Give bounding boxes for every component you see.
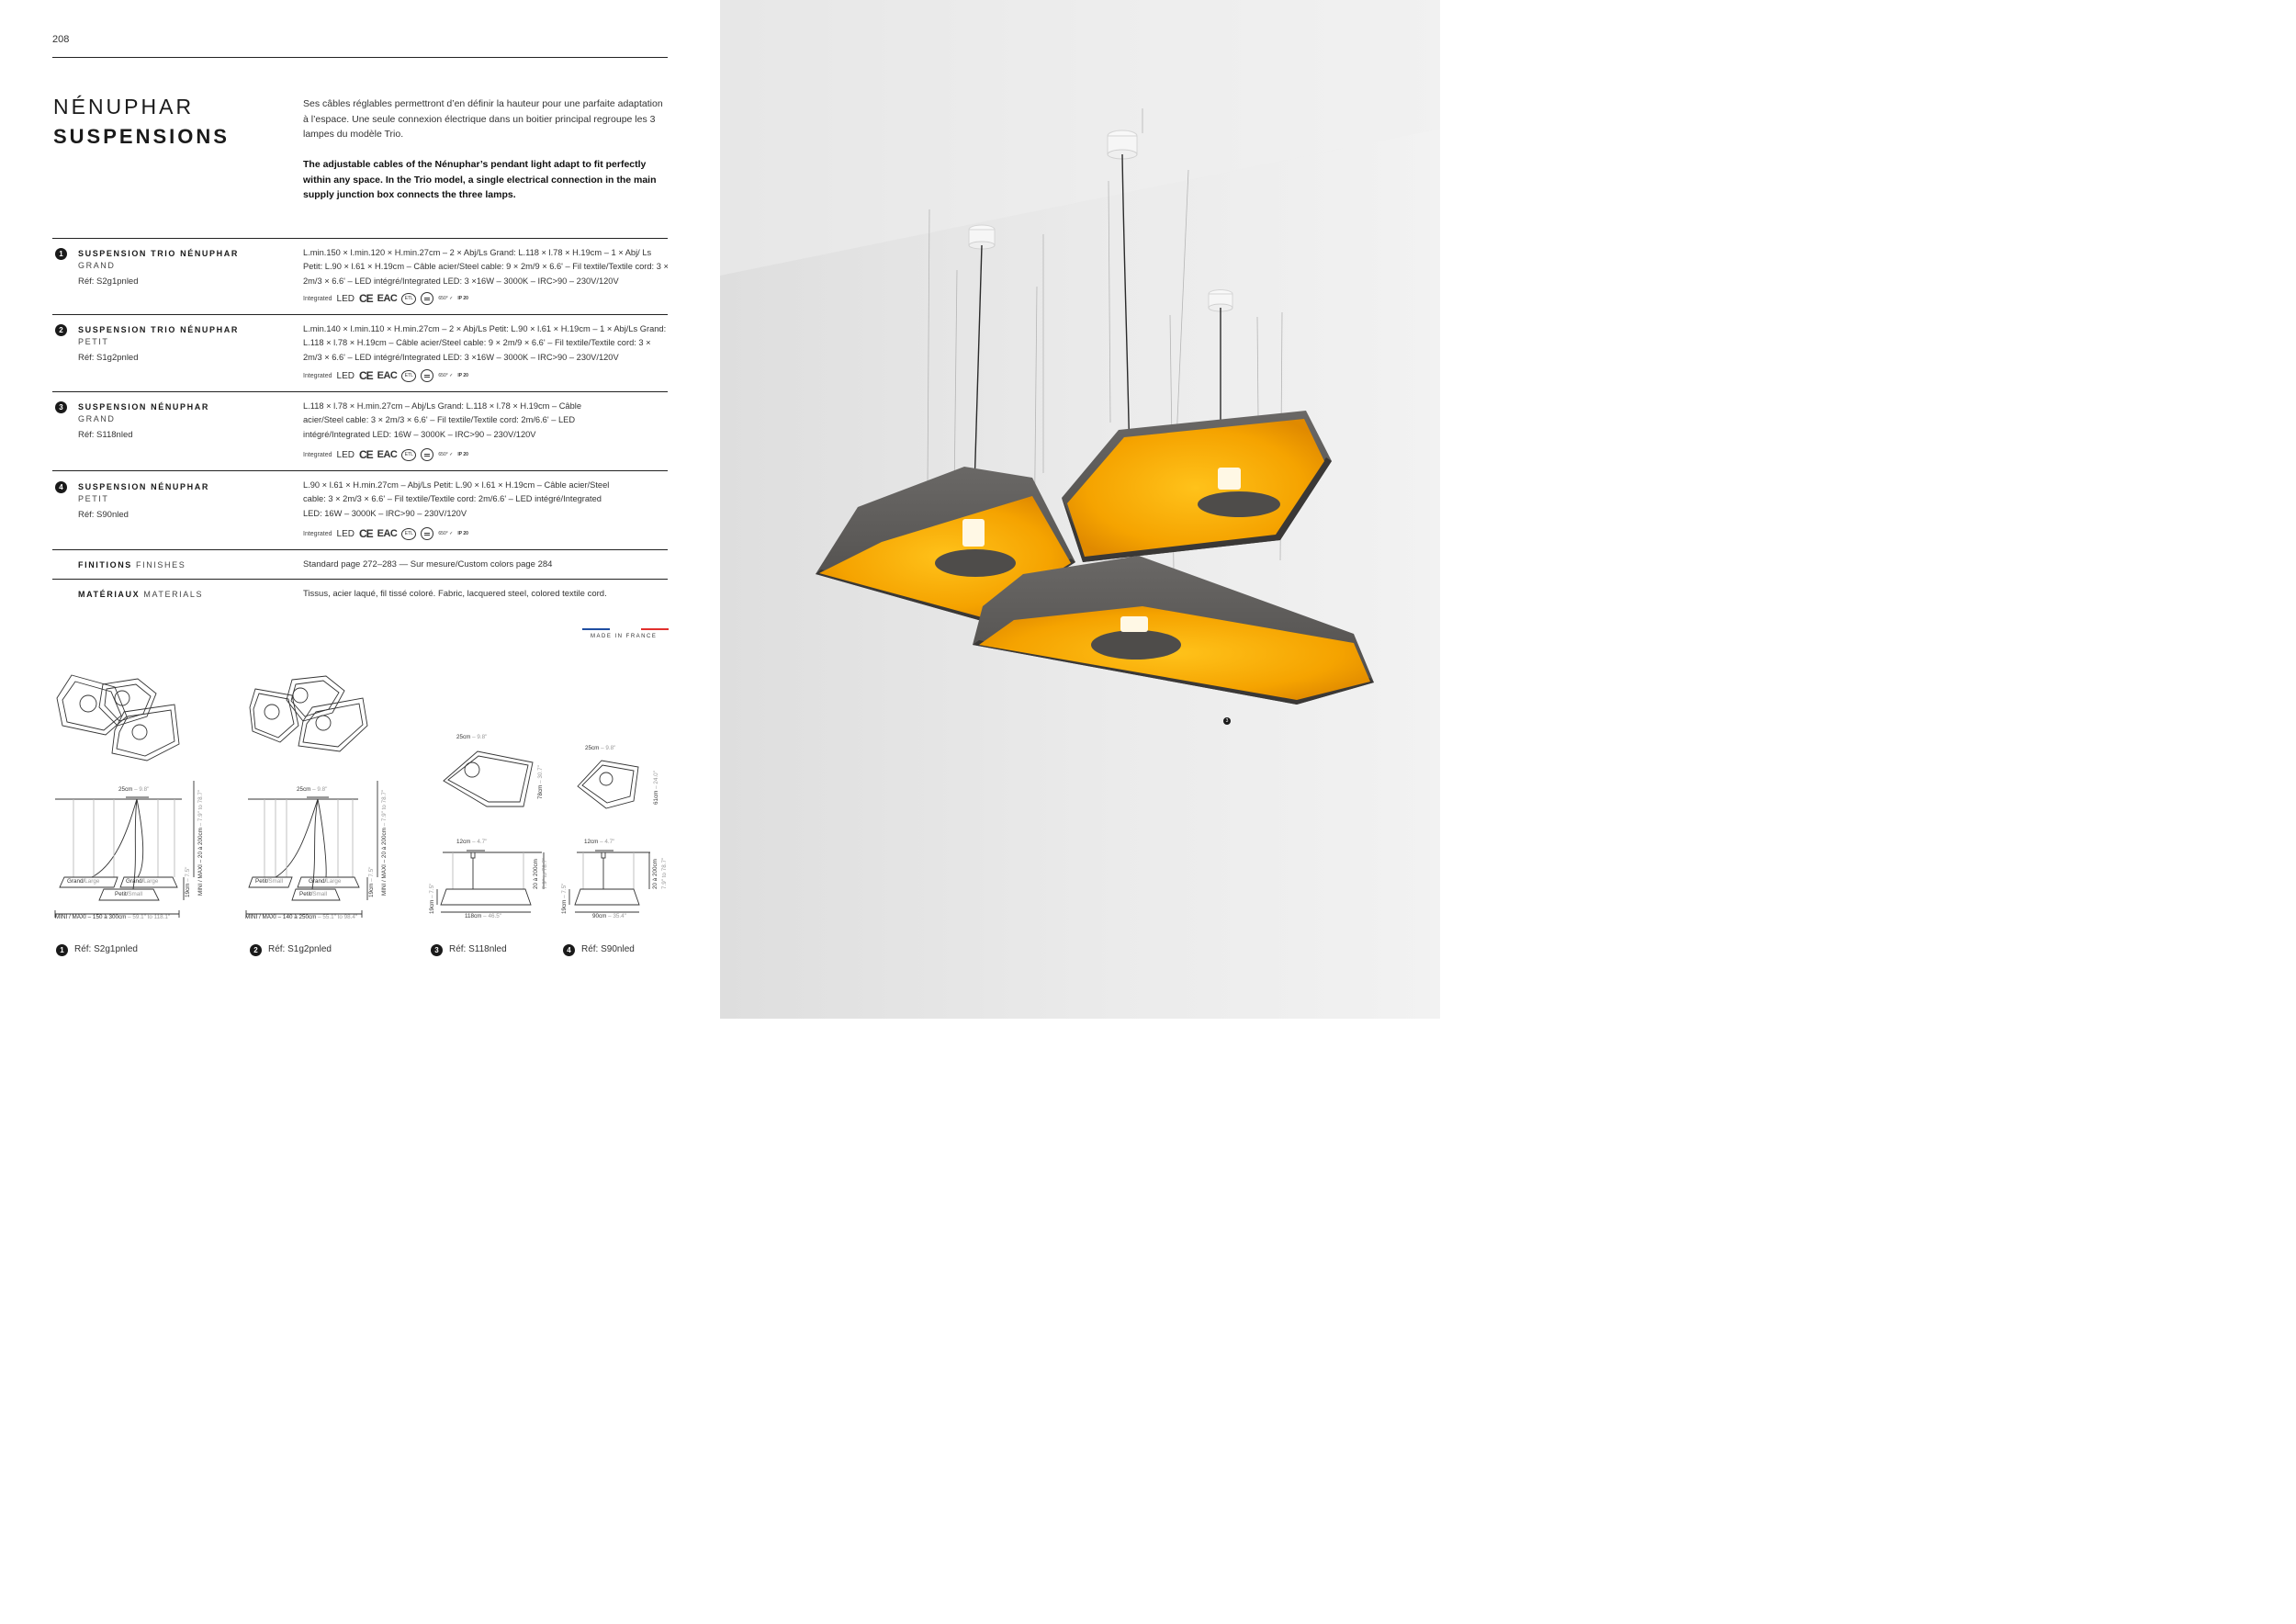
product-spec: L.118 × l.78 × H.min.27cm – Abj/Ls Grand: L.118 × l.78 × H.19cm – Câble acier/Steel cable: 3 × 2m/3 × 6.6' – Fil textile/Textile cord: 2m/6.6' – LED intégré/Integrated LED: 16W – 3000K – IRC>90 – 230V/120V xyxy=(303,401,582,439)
product-ref: Réf: S1g2pnled xyxy=(78,353,139,363)
product-ref: Réf: S90nled xyxy=(78,510,129,520)
certification-row xyxy=(303,526,468,541)
ip-rating-icon: IP 20 xyxy=(457,296,468,301)
dim-height: 20 à 200cm xyxy=(652,859,658,889)
dim-top-width: 25cm – 9.8" xyxy=(118,786,150,793)
ref-label: Réf: S2g1pnled xyxy=(74,944,138,954)
dim-height: 20 à 200cm xyxy=(533,859,539,889)
product-size: PETIT xyxy=(78,337,109,346)
finitions-text: Standard page 272–283 — Sur mesure/Custom colors page 284 xyxy=(303,559,553,570)
title-product: NÉNUPHAR xyxy=(53,95,195,118)
product-size: GRAND xyxy=(78,261,116,270)
product-name: SUSPENSION NÉNUPHAR xyxy=(78,482,209,491)
product-size: PETIT xyxy=(78,494,109,503)
finitions-label-fr: FINITIONS xyxy=(78,560,132,570)
divider xyxy=(52,470,668,471)
ref-label: Réf: S118nled xyxy=(449,944,507,954)
certification-row xyxy=(303,291,468,306)
etl-mark-icon: ETL xyxy=(401,449,416,461)
dim-top-width: 25cm – 9.8" xyxy=(297,786,328,793)
intro-english: The adjustable cables of the Nénuphar’s pendant light adapt to fit perfectly within any space. In the Trio model, a single electrical connection in the main supply junction box connects the three lamps. xyxy=(303,159,657,200)
divider xyxy=(52,391,668,392)
eac-mark-icon: EAC xyxy=(377,293,398,304)
dim-total-width: MINI / MAXI – 150 à 300cm – 59.1" to 118.1" xyxy=(55,914,171,920)
ref-number-badge: 2 xyxy=(250,944,262,956)
product-number-badge: 3 xyxy=(55,401,67,413)
ground-icon xyxy=(421,292,433,305)
dim-shade-height: 19cm – 7.5" xyxy=(185,866,191,897)
product-name: SUSPENSION TRIO NÉNUPHAR xyxy=(78,249,239,258)
dim-canopy: 12cm – 4.7" xyxy=(456,839,488,845)
dim-height: MINI / MAXI – 20 à 200cm – 7.9" to 78.7" xyxy=(381,789,388,896)
temperature-icon: 650° ✓ xyxy=(438,373,454,378)
ip-rating-icon: IP 20 xyxy=(457,531,468,536)
certification-row xyxy=(303,447,468,462)
materiaux-text: Tissus, acier laqué, fil tissé coloré. Fabric, lacquered steel, colored textile cord. xyxy=(303,589,607,599)
integrated-label: Integrated xyxy=(303,451,332,458)
petit-top-view xyxy=(578,761,638,808)
led-label: LED xyxy=(336,528,355,539)
ref-label: Réf: S1g2pnled xyxy=(268,944,332,954)
ce-mark-icon: CE xyxy=(358,527,373,540)
trio-petit-top-view xyxy=(250,676,367,751)
led-label: LED xyxy=(336,370,355,381)
product-number-badge: 2 xyxy=(55,324,67,336)
label-petit: Petit/Small xyxy=(115,891,143,897)
grand-side-view xyxy=(437,851,544,912)
temperature-icon: 650° ✓ xyxy=(438,296,454,301)
divider xyxy=(52,579,668,580)
left-page xyxy=(0,0,720,1019)
materiaux-label-en: MATERIALS xyxy=(143,590,204,599)
flag-red-stripe xyxy=(641,628,669,630)
divider xyxy=(52,238,668,239)
dim-total-width: MINI / MAXI – 140 à 250cm – 55.1" to 98.4" xyxy=(245,914,358,920)
product-spec: L.min.150 × l.min.120 × H.min.27cm – 2 × Abj/Ls Grand: L.118 × l.78 × H.19cm – 1 × Abj/ Ls Petit: L.90 × l.61 × H.19cm – Câble acier/Steel cable: 9 × 2m/9 × 6.6' – Fil textile/Textile cord: 3 × 2m/3 × 6.6' – LED intégré/Integrated LED: 3 ×16W – 3000K – IRC>90 – 230V/120V xyxy=(303,248,669,286)
finitions-label-en: FINISHES xyxy=(136,560,186,570)
led-label: LED xyxy=(336,293,355,304)
page-number: 208 xyxy=(52,34,70,45)
ground-icon xyxy=(421,527,433,540)
ground-icon xyxy=(421,369,433,382)
dim-top-width: 25cm – 9.8" xyxy=(456,734,488,740)
integrated-label: Integrated xyxy=(303,372,332,379)
intro-french: Ses câbles réglables permettront d’en définir la hauteur pour une parfaite adaptation à l’espace. Une seule connexion électrique dans un boitier principal regroupe les 3 lampes du modèle Trio. xyxy=(303,98,663,140)
product-name: SUSPENSION TRIO NÉNUPHAR xyxy=(78,325,239,334)
dim-depth: 61cm – 24.0" xyxy=(653,771,659,805)
product-spec: L.90 × l.61 × H.min.27cm – Abj/Ls Petit: L.90 × l.61 × H.19cm – Câble acier/Steel cable: 3 × 2m/3 × 6.6' – Fil textile/Textile cord: 2m/6.6' – LED intégré/Integrated LED: 16W – 3000K – IRC>90 – 230V/120V xyxy=(303,480,610,518)
eac-mark-icon: EAC xyxy=(377,370,398,381)
ref-number-badge: 4 xyxy=(563,944,575,956)
materiaux-label xyxy=(78,590,203,599)
ce-mark-icon: CE xyxy=(358,292,373,305)
led-label: LED xyxy=(336,449,355,460)
dim-shade-height: 19cm – 7.5" xyxy=(368,866,375,897)
eac-mark-icon: EAC xyxy=(377,528,398,539)
dim-shade-height: 19cm – 7.5" xyxy=(561,883,568,914)
label-grand-right: Grand/Large xyxy=(126,878,159,885)
ce-mark-icon: CE xyxy=(358,448,373,461)
product-ref: Réf: S118nled xyxy=(78,430,133,440)
flag-blue-stripe xyxy=(582,628,610,630)
label-petit-right: Petit/Small xyxy=(299,891,328,897)
title-category: SUSPENSIONS xyxy=(53,125,230,148)
product-number-badge: 4 xyxy=(55,481,67,493)
ground-icon xyxy=(421,448,433,461)
dim-width: 90cm – 35.4" xyxy=(592,913,626,919)
made-in-france-label: MADE IN FRANCE xyxy=(591,634,658,639)
dim-depth: 78cm – 30.7" xyxy=(537,765,544,799)
pendant-lamps-photo xyxy=(720,0,1440,1019)
ref-number-badge: 3 xyxy=(431,944,443,956)
temperature-icon: 650° ✓ xyxy=(438,531,454,536)
dim-top-width: 25cm – 9.8" xyxy=(585,745,616,751)
ref-number-badge: 1 xyxy=(56,944,68,956)
dim-height-imperial: 7.9" to 78.7" xyxy=(661,857,668,889)
integrated-label: Integrated xyxy=(303,530,332,537)
etl-mark-icon: ETL xyxy=(401,370,416,382)
integrated-label: Integrated xyxy=(303,295,332,302)
label-grand-left: Grand/Large xyxy=(67,878,100,885)
product-spec: L.min.140 × l.min.110 × H.min.27cm – 2 × Abj/Ls Petit: L.90 × l.61 × H.19cm – 1 × Abj/Ls Grand: L.118 × l.78 × H.19cm – Câble acier/Steel cable: 9 × 2m/9 × 6.6' – Fil textile/Textile cord: 3 × 2m/3 × 6.6' – LED intégré/Integrated LED: 3 ×16W – 3000K – IRC>90 – 230V/120V xyxy=(303,324,667,362)
product-ref: Réf: S2g1pnled xyxy=(78,276,139,287)
product-size: GRAND xyxy=(78,414,116,423)
photo-product-number-badge: 3 xyxy=(1223,717,1231,725)
product-number-badge: 1 xyxy=(55,248,67,260)
technical-drawings xyxy=(0,661,720,955)
top-rule xyxy=(52,57,668,58)
eac-mark-icon: EAC xyxy=(377,449,398,460)
label-grand: Grand/Large xyxy=(309,878,342,885)
petit-side-view xyxy=(569,851,650,912)
ce-mark-icon: CE xyxy=(358,369,373,382)
dim-shade-height: 19cm – 7.5" xyxy=(429,883,435,914)
dim-height: MINI / MAXI – 20 à 200cm – 7.9" to 78.7" xyxy=(197,789,204,896)
materiaux-label-fr: MATÉRIAUX xyxy=(78,590,141,599)
etl-mark-icon: ETL xyxy=(401,293,416,305)
ref-label: Réf: S90nled xyxy=(581,944,635,954)
divider xyxy=(52,549,668,550)
ip-rating-icon: IP 20 xyxy=(457,373,468,378)
grand-top-view xyxy=(444,751,533,806)
label-petit-left: Petit/Small xyxy=(255,878,284,885)
ip-rating-icon: IP 20 xyxy=(457,452,468,457)
trio-grand-top-view xyxy=(57,675,179,761)
dim-height-imperial: 7.9" to 78.7" xyxy=(542,857,548,889)
finitions-label xyxy=(78,560,186,570)
dim-canopy: 12cm – 4.7" xyxy=(584,839,615,845)
certification-row xyxy=(303,368,468,383)
divider xyxy=(52,314,668,315)
temperature-icon: 650° ✓ xyxy=(438,452,454,457)
etl-mark-icon: ETL xyxy=(401,528,416,540)
dim-width: 118cm – 46.5" xyxy=(465,913,501,919)
product-photo xyxy=(720,0,1440,1019)
product-name: SUSPENSION NÉNUPHAR xyxy=(78,402,209,412)
